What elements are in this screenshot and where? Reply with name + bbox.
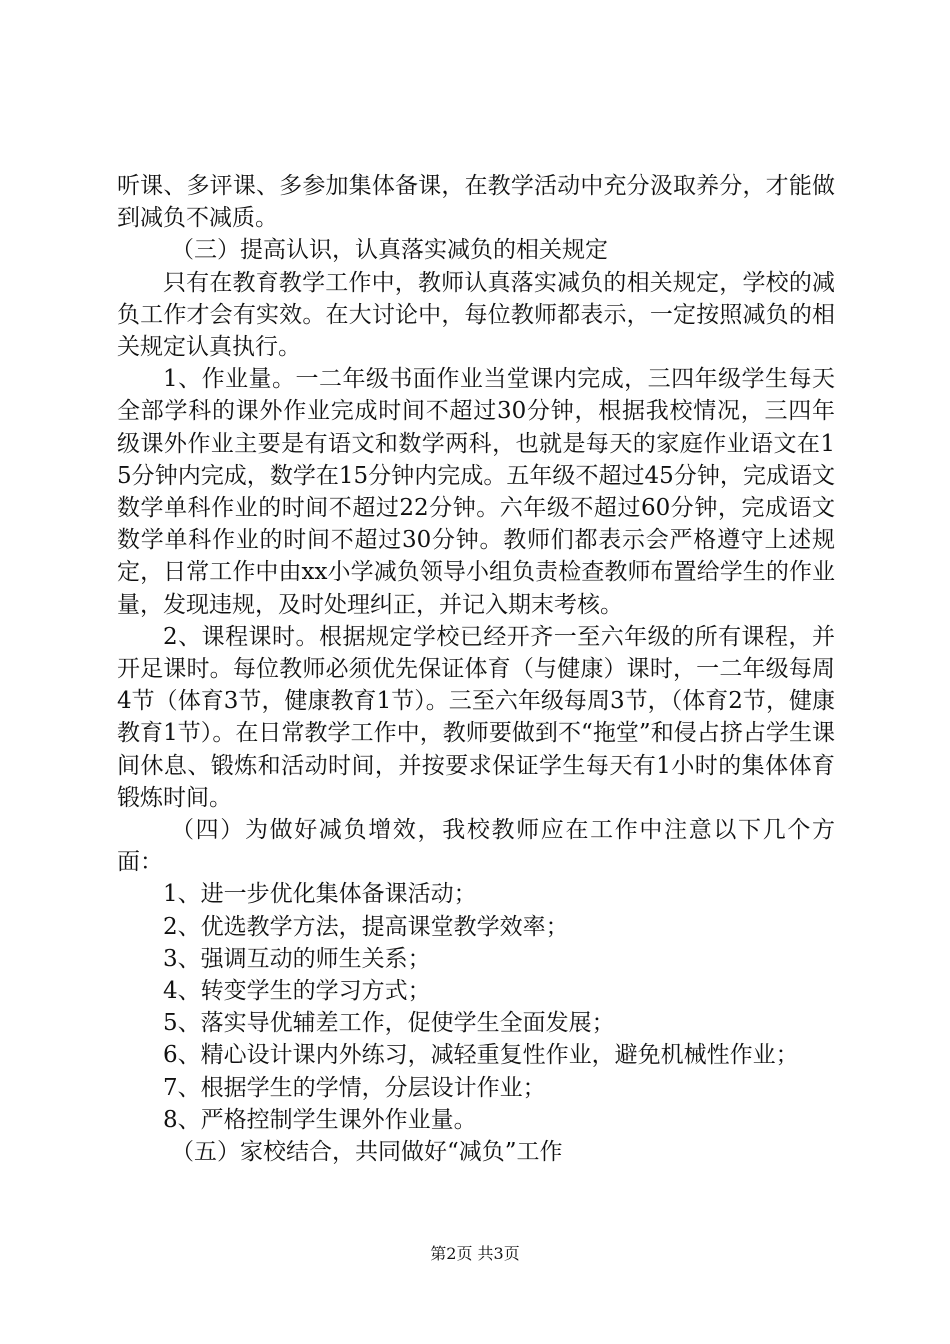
list-item: 5、落实导优辅差工作，促使学生全面发展； [163,1010,615,1037]
list-item: 8、严格控制学生课外作业量。 [163,1106,477,1133]
list-item: 6、精心设计课内外练习，减轻重复性作业，避免机械性作业； [163,1042,799,1069]
list-item: 7、根据学生的学情，分层设计作业； [163,1074,546,1101]
page-footer: 第2页 共3页 [430,1244,520,1263]
paragraph-regulations: 只有在教育教学工作中，教师认真落实减负的相关规定，学校的减负工作才会有实效。在大讨论中，每位教师都表示，一定按照减负的相关规定认真执行。 [117,269,835,361]
paragraph-homework-amount: 1、作业量。一二年级书面作业当堂课内完成，三四年级学生每天全部学科的课外作业完成时间不超过30分钟，根据我校情况，三四年级课外作业主要是有语文和数学两科，也就是每天的家庭作业语文在15分钟内完成，数学在15分钟内完成。五年级不超过45分钟，完成语文数学单科作业的时间不超过22分钟。六年级不超过60分钟，完成语文数学单科作业的时间不超过30分钟。教师们都表示会严格遵守上述规定，日常工作中由xx小学减负领导小组负责检查教师布置给学生的作业量，发现违规，及时处理纠正，并记入期末考核。 [117,366,835,618]
paragraph-course-hours: 2、课程课时。根据规定学校已经开齐一至六年级的所有课程，并开足课时。每位教师必须优先保证体育（与健康）课时，一二年级每周4节（体育3节，健康教育1节）。三至六年级每周3节，（体育2节，健康教育1节）。在日常教学工作中，教师要做到不“拖堂”和侵占挤占学生课间休息、锻炼和活动时间，并按要求保证学生每天有1小时的集体体育锻炼时间。 [117,623,835,811]
list-item: 1、进一步优化集体备课活动； [163,881,477,908]
paragraph-continuation: 听课、多评课、多参加集体备课，在教学活动中充分汲取养分，才能做到减负不减质。 [117,173,835,232]
list-item: 2、优选教学方法，提高课堂教学效率； [163,913,569,940]
section-heading-five: （五）家校结合，共同做好“减负”工作 [171,1139,563,1166]
section-heading-three: （三）提高认识，认真落实减负的相关规定 [171,237,608,264]
list-item: 4、转变学生的学习方式； [163,978,431,1005]
document-body [117,170,835,1168]
section-heading-four: （四）为做好减负增效，我校教师应在工作中注意以下几个方面： [117,817,835,876]
list-item: 3、强调互动的师生关系； [163,945,431,972]
